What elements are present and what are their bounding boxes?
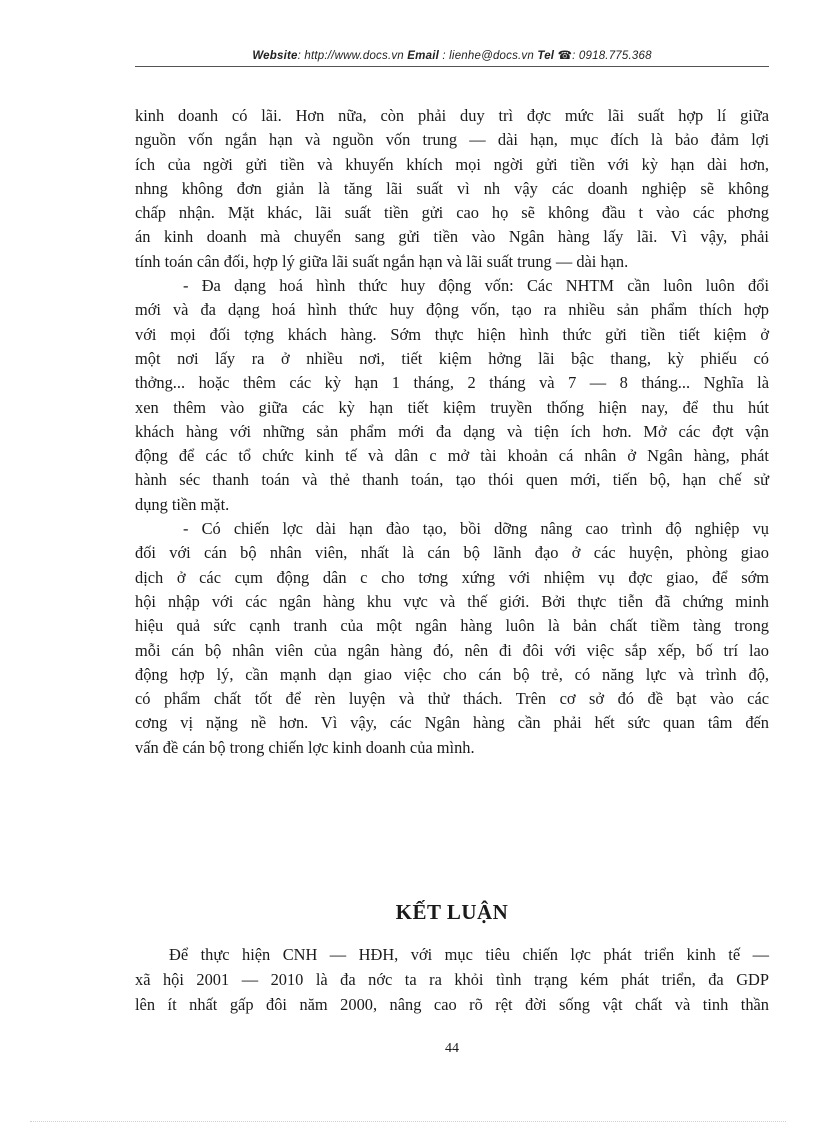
text-line: động hợp lý, cần mạnh dạn giao việc cho cán bộ trẻ, có năng lực và trình độ, [135, 664, 769, 684]
text-line: hành séc thanh toán và thẻ thanh toán, tạo thói quen mới, tiến bộ, hạn chế sử [135, 470, 769, 490]
page-number: 44 [445, 1041, 459, 1056]
text-line: vấn đề cán bộ trong chiến lợc kinh doanh của mình. [135, 737, 475, 757]
text-line: - Có chiến lợc dài hạn đào tạo, bồi dỡng nâng cao trình độ nghiệp vụ [183, 519, 769, 539]
text-line: mỗi cán bộ nhân viên của ngân hàng đó, nên đi đôi với việc sắp xếp, bố trí lao [135, 640, 769, 660]
page-header [135, 48, 769, 62]
tel-value: : 0918.775.368 [572, 50, 652, 62]
text-line: hội nhập với các ngân hàng khu vực và thế giới. Bởi thực tiễn đã chứng minh [135, 591, 769, 611]
conclusion-text [135, 943, 769, 1017]
text-line: xen thêm vào giữa các kỳ hạn tiết kiệm truyền thống hiện nay, để thu hút [135, 397, 769, 417]
text-line: ích của ngời gửi tiền và khuyến khích mọi ngời gửi tiền với kỳ hạn dài hơn, [135, 154, 769, 174]
text-line: chấp nhận. Mặt khác, lãi suất tiền gửi cao họ sẽ không đầu t vào các phơng [135, 203, 769, 223]
text-line: khách hàng với những sản phẩm mới đa dạng và tiện ích hơn. Mở các đợt vận [135, 421, 769, 441]
email-label: Email [407, 50, 439, 62]
text-line: nguồn vốn ngắn hạn và nguồn vốn trung — dài hạn, mục đích là bảo đảm lợi [135, 130, 769, 150]
paragraph [135, 517, 769, 760]
text-line: dụng tiền mặt. [135, 494, 230, 514]
text-line: có phẩm chất tốt để rèn luyện và thử thách. Trên cơ sở đó đề bạt vào các [135, 689, 769, 709]
text-line: - Đa dạng hoá hình thức huy động vốn: Các NHTM cần luôn luôn đổi [183, 276, 769, 296]
footer-divider [30, 1121, 786, 1122]
telephone-icon: ☎ [557, 50, 573, 62]
website-value: : http://www.docs.vn [297, 50, 404, 62]
text-line: với mọi đối tợng khách hàng. Sớm thực hiện hình thức gửi tiền tiết kiệm ở [135, 324, 769, 344]
text-line: thởng... hoặc thêm các kỳ hạn 1 tháng, 2 tháng và 7 — 8 tháng... Nghĩa là [135, 373, 769, 393]
text-line: án kinh doanh mà chuyển sang gửi tiền vào Ngân hàng lấy lãi. Vì vậy, phải [135, 227, 769, 247]
text-line: dịch ở các cụm động dân c cho tơng xứng với nhiệm vụ đợc giao, để sớm [135, 567, 769, 587]
tel-label: Tel [537, 50, 555, 62]
text-line: lên ít nhất gấp đôi năm 2000, nâng cao rõ rệt đời sống vật chất và tinh thần [135, 994, 769, 1014]
text-line: đối với cán bộ nhân viên, nhất là cán bộ lãnh đạo ở các huyện, phòng giao [135, 543, 769, 563]
text-line: hiệu quả sức cạnh tranh của một ngân hàng luôn là bản chất tiềm tàng trong [135, 616, 769, 636]
text-line: tính toán cân đối, hợp lý giữa lãi suất ngắn hạn và lãi suất trung — dài hạn. [135, 251, 629, 271]
text-line: nhng không đơn giản là tăng lãi suất vì nh vậy các doanh nghiệp sẽ không [135, 178, 769, 198]
text-line: xã hội 2001 — 2010 là đa nớc ta ra khỏi tình trạng kém phát triển, đa GDP [135, 969, 769, 989]
body-text [135, 104, 769, 760]
text-line: cơng vị nặng nề hơn. Vì vậy, các Ngân hàng cần phải hết sức quan tâm đến [135, 713, 769, 733]
text-line: mới và đa dạng hoá hình thức huy động vốn, tạo ra nhiều sản phẩm thích hợp [135, 300, 769, 320]
website-label: Website [252, 50, 298, 62]
email-value: : lienhe@docs.vn [442, 50, 534, 62]
header-divider [135, 66, 769, 67]
paragraph [135, 104, 769, 274]
text-line: một nơi lấy ra ở nhiều nơi, tiết kiệm hởng lãi bậc thang, kỳ phiếu có [135, 348, 769, 368]
text-line: kinh doanh có lãi. Hơn nữa, còn phải duy trì đợc mức lãi suất hợp lí giữa [135, 106, 769, 125]
paragraph [135, 274, 769, 517]
conclusion-heading: KẾT LUẬN [395, 900, 509, 924]
text-line: Để thực hiện CNH — HĐH, với mục tiêu chiến lợc phát triển kinh tế — [169, 945, 769, 964]
text-line: động để các tổ chức kinh tế và dân c mở tài khoản cá nhân ở Ngân hàng, phát [135, 446, 769, 466]
